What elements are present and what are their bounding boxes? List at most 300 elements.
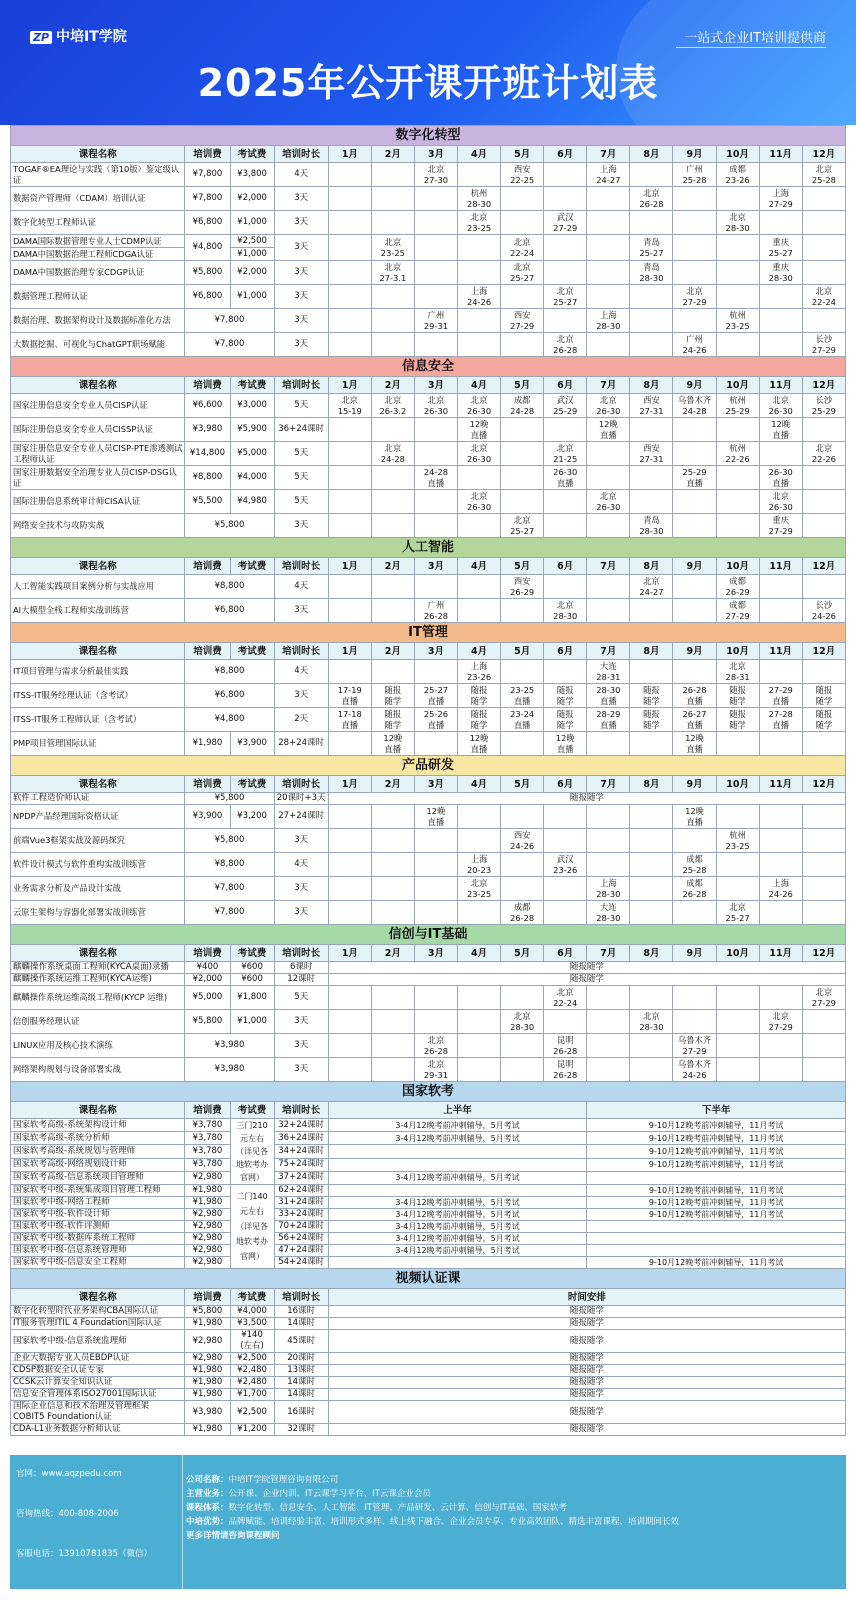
- month-cell: [716, 418, 759, 442]
- column-header: 11月: [759, 146, 802, 163]
- duration: 5天: [274, 394, 328, 418]
- month-cell: 北京 27-3.1: [371, 261, 414, 285]
- month-cell: [802, 1034, 845, 1058]
- month-cell: [759, 986, 802, 1010]
- month-cell: 26-30 直播: [759, 466, 802, 490]
- footer-website: 官网：www.aqzpedu.com: [16, 1469, 122, 1479]
- training-fee: ¥3,900: [185, 805, 230, 829]
- duration: 36+24课时: [274, 1132, 328, 1145]
- month-cell: 上海 24-26: [759, 877, 802, 901]
- month-cell: 杭州 25-29: [716, 394, 759, 418]
- course-name: 国家软考中级-系统集成项目管理工程师: [11, 1185, 185, 1197]
- month-cell: 北京 26-30: [587, 394, 630, 418]
- month-cell: [630, 466, 673, 490]
- duration: 28+24课时: [274, 732, 328, 756]
- duration: 54+24课时: [274, 1257, 328, 1269]
- course-name: 国际注册信息系统审计师CISA认证: [11, 490, 185, 514]
- month-cell: [759, 853, 802, 877]
- course-row: [11, 974, 846, 986]
- schedule-span: 随报随学: [328, 1401, 845, 1424]
- column-header: 3月: [414, 558, 457, 575]
- month-cell: [802, 901, 845, 925]
- month-cell: [673, 211, 716, 235]
- duration: 14课时: [274, 1318, 328, 1330]
- month-cell: 北京 25-27: [544, 285, 587, 309]
- duration: 36+24课时: [274, 418, 328, 442]
- month-cell: 北京 26-3.2: [371, 394, 414, 418]
- column-header: 1月: [328, 776, 371, 793]
- column-header: 9月: [673, 776, 716, 793]
- course-name: 国家软考中级-信息安全工程师: [11, 1257, 185, 1269]
- column-header: 3月: [414, 643, 457, 660]
- duration: 5天: [274, 466, 328, 490]
- course-row: [11, 986, 846, 1010]
- video-course-row: [11, 1318, 846, 1330]
- month-cell: [544, 514, 587, 538]
- training-fee: ¥2,980: [185, 1233, 230, 1245]
- column-header-row: [11, 776, 846, 793]
- column-header: 2月: [371, 377, 414, 394]
- column-header: 5月: [501, 643, 544, 660]
- course-name: 云原生架构与容器化部署实战训练营: [11, 901, 185, 925]
- duration: 3天: [274, 829, 328, 853]
- month-cell: 西安 22-25: [501, 163, 544, 187]
- second-half-schedule: 9-10月12晚考前冲刺辅导，11月考试: [587, 1197, 846, 1209]
- column-header: 4月: [458, 377, 501, 394]
- training-fee: ¥7,800: [185, 309, 274, 333]
- month-cell: 西安 26-29: [501, 575, 544, 599]
- month-cell: [371, 877, 414, 901]
- month-cell: [587, 235, 630, 261]
- month-cell: [371, 1058, 414, 1082]
- month-cell: [630, 309, 673, 333]
- month-cell: [371, 490, 414, 514]
- second-half-schedule: 9-10月12晚考前冲刺辅导，11月考试: [587, 1257, 846, 1269]
- month-cell: 成都 24-28: [501, 394, 544, 418]
- month-cell: 随报 随学: [458, 708, 501, 732]
- course-row: [11, 660, 846, 684]
- column-header: 5月: [501, 945, 544, 962]
- month-cell: [501, 877, 544, 901]
- training-fee: ¥6,800: [185, 599, 274, 623]
- training-fee: ¥5,800: [185, 514, 274, 538]
- month-cell: [587, 575, 630, 599]
- month-cell: [328, 163, 371, 187]
- course-row: [11, 333, 846, 357]
- month-cell: 杭州 22-26: [716, 442, 759, 466]
- month-cell: [328, 575, 371, 599]
- section-title-row: [11, 357, 846, 377]
- column-header: 9月: [673, 377, 716, 394]
- first-half-schedule: 3-4月12晚考前冲刺辅导，5月考试: [328, 1245, 587, 1257]
- training-fee: ¥4,800: [185, 235, 230, 261]
- duration: 6课时: [274, 962, 328, 974]
- duration: 20课时+3天: [274, 793, 328, 805]
- footer-contacts: [10, 1455, 183, 1589]
- exam-fee: ¥4,000: [230, 1306, 274, 1318]
- second-half-schedule: [587, 1171, 846, 1184]
- month-cell: [802, 853, 845, 877]
- column-header: 10月: [716, 643, 759, 660]
- month-cell: 北京 24-28: [371, 442, 414, 466]
- course-name: 软件工程造价师认证: [11, 793, 185, 805]
- column-header: 课程名称: [11, 776, 185, 793]
- course-name: 数据治理、数据架构设计及数据标准化方法: [11, 309, 185, 333]
- month-cell: [630, 732, 673, 756]
- month-cell: 武汉 23-26: [544, 853, 587, 877]
- month-cell: 北京 25-28: [802, 163, 845, 187]
- month-cell: 西安 27-31: [630, 442, 673, 466]
- month-cell: 上海 23-26: [458, 660, 501, 684]
- month-cell: [501, 490, 544, 514]
- training-fee: ¥1,980: [185, 732, 230, 756]
- course-name: 前端Vue3框架实战及源码探究: [11, 829, 185, 853]
- month-cell: 广州 26-28: [414, 599, 457, 623]
- course-row: [11, 309, 846, 333]
- duration: 45课时: [274, 1330, 328, 1353]
- month-cell: [802, 1010, 845, 1034]
- footer-advantage-line: 中培优势：品牌赋能、培训经验丰富、培训形式多样、线上线下融合、企业会员专享、专业高效团队、精选丰富课程、培训期间长效: [186, 1517, 680, 1527]
- training-fee: ¥3,780: [185, 1132, 230, 1145]
- month-cell: 武汉 27-29: [544, 211, 587, 235]
- column-header: 10月: [716, 146, 759, 163]
- first-half-schedule: 3-4月12晚考前冲刺辅导，5月考试: [328, 1197, 587, 1209]
- half-year-header: 下半年: [587, 1102, 846, 1119]
- training-fee: ¥5,800: [185, 793, 274, 805]
- month-cell: [414, 333, 457, 357]
- training-fee: ¥2,980: [185, 1209, 230, 1221]
- column-header: 4月: [458, 776, 501, 793]
- course-row: [11, 442, 846, 466]
- column-header-row: [11, 643, 846, 660]
- month-cell: 北京 23-25: [458, 877, 501, 901]
- first-half-schedule: 3-4月12晚考前冲刺辅导，5月考试: [328, 1221, 587, 1233]
- course-row: [11, 1034, 846, 1058]
- training-fee: ¥7,800: [185, 333, 274, 357]
- column-header: 4月: [458, 146, 501, 163]
- month-cell: 成都 23-26: [716, 163, 759, 187]
- month-cell: [501, 599, 544, 623]
- month-cell: 12晚 直播: [458, 732, 501, 756]
- month-cell: [759, 1034, 802, 1058]
- course-name: 国家软考中级-信息系统管理师: [11, 1245, 185, 1257]
- column-header: 课程名称: [11, 1289, 185, 1306]
- course-row: [11, 793, 846, 805]
- logo-text: 中培IT学院: [56, 29, 127, 45]
- month-cell: [630, 660, 673, 684]
- exam-fee: ¥600: [230, 962, 274, 974]
- duration: 3天: [274, 1034, 328, 1058]
- month-cell: [328, 261, 371, 285]
- column-header: 培训时长: [274, 1289, 328, 1306]
- month-cell: 北京 26-28: [630, 187, 673, 211]
- exam-fee: ¥140 (左右): [230, 1330, 274, 1353]
- course-row: [11, 466, 846, 490]
- column-header: 8月: [630, 643, 673, 660]
- footer-company-info: [186, 1473, 840, 1543]
- soft-exam-row: [11, 1209, 846, 1221]
- course-name: CDSP数据安全认证专家: [11, 1365, 185, 1377]
- month-cell: [328, 986, 371, 1010]
- section-title-row: [11, 1082, 846, 1102]
- first-half-schedule: 3-4月12晚考前冲刺辅导，5月考试: [328, 1171, 587, 1184]
- column-header: 6月: [544, 558, 587, 575]
- training-fee: ¥1,980: [185, 1424, 230, 1436]
- column-header: 2月: [371, 558, 414, 575]
- month-cell: [328, 309, 371, 333]
- course-row: [11, 514, 846, 538]
- column-header: 3月: [414, 377, 457, 394]
- exam-fee: ¥5,000: [230, 442, 274, 466]
- course-row: [11, 962, 846, 974]
- month-cell: [328, 1034, 371, 1058]
- soft-exam-row: [11, 1221, 846, 1233]
- month-cell: [371, 309, 414, 333]
- training-fee: ¥8,800: [185, 575, 274, 599]
- month-cell: 北京 25-27: [501, 261, 544, 285]
- exam-fee: ¥1,000: [230, 248, 274, 261]
- month-cell: 青岛 25-27: [630, 235, 673, 261]
- column-header: 培训时长: [274, 945, 328, 962]
- column-header: 考试费: [230, 643, 274, 660]
- month-cell: 成都 26-28: [673, 877, 716, 901]
- column-header: 课程名称: [11, 643, 185, 660]
- month-cell: [673, 660, 716, 684]
- month-cell: [716, 877, 759, 901]
- exam-fee: ¥3,800: [230, 163, 274, 187]
- course-name: 国家软考中级-数据库系统工程师: [11, 1233, 185, 1245]
- column-header: 8月: [630, 146, 673, 163]
- course-name: 国家软考高级-信息系统项目管理师: [11, 1171, 185, 1184]
- training-fee: ¥8,800: [185, 660, 274, 684]
- column-header: 2月: [371, 643, 414, 660]
- month-cell: [371, 575, 414, 599]
- duration: 16课时: [274, 1401, 328, 1424]
- course-name: 国家注册信息安全专业人员CISP-PTE渗透测试工程师认证: [11, 442, 185, 466]
- month-cell: 24-28 直播: [414, 466, 457, 490]
- duration: 3天: [274, 684, 328, 708]
- month-cell: [544, 490, 587, 514]
- section-title: 视频认证课: [11, 1269, 846, 1289]
- month-cell: 北京 28-30: [501, 1010, 544, 1034]
- month-cell: [501, 285, 544, 309]
- column-header: 培训费: [185, 1289, 230, 1306]
- month-cell: [501, 211, 544, 235]
- month-cell: 随报 随学: [371, 708, 414, 732]
- month-cell: 北京 22-24: [544, 986, 587, 1010]
- month-cell: 北京 24-27: [630, 575, 673, 599]
- training-fee: ¥2,980: [185, 1171, 230, 1184]
- month-cell: 12晚 直播: [587, 418, 630, 442]
- month-cell: [414, 187, 457, 211]
- month-cell: [414, 877, 457, 901]
- month-cell: [716, 235, 759, 261]
- column-header: 3月: [414, 776, 457, 793]
- month-cell: [759, 211, 802, 235]
- column-header: 7月: [587, 945, 630, 962]
- footer-phone: 客服电话：13910781835（微信）: [16, 1549, 152, 1559]
- schedule-span: 随报随学: [328, 1330, 845, 1353]
- duration: 14课时: [274, 1377, 328, 1389]
- month-cell: [328, 853, 371, 877]
- column-header: 4月: [458, 643, 501, 660]
- column-header: 7月: [587, 377, 630, 394]
- month-cell: 北京 26-30: [587, 490, 630, 514]
- video-course-row: [11, 1306, 846, 1318]
- month-cell: 北京 28-30: [630, 1010, 673, 1034]
- duration: 20课时: [274, 1353, 328, 1365]
- month-cell: [501, 732, 544, 756]
- month-cell: 北京 26-30: [414, 394, 457, 418]
- month-cell: [630, 986, 673, 1010]
- schedule-span: 随报随学: [328, 974, 845, 986]
- footer: [10, 1455, 846, 1589]
- section-title-row: [11, 623, 846, 643]
- schedule-span: 随报随学: [328, 1365, 845, 1377]
- month-cell: 上海 24-26: [458, 285, 501, 309]
- month-cell: 广州 29-31: [414, 309, 457, 333]
- month-cell: [414, 285, 457, 309]
- month-cell: [716, 805, 759, 829]
- column-header-row: [11, 945, 846, 962]
- section-title: 信息安全: [11, 357, 846, 377]
- course-name: DAMA中国数据治理工程师CDGA认证: [11, 248, 185, 261]
- month-cell: [414, 1010, 457, 1034]
- training-fee: ¥5,800: [185, 261, 230, 285]
- second-half-schedule: 9-10月12晚考前冲刺辅导，11月考试: [587, 1185, 846, 1197]
- course-row: [11, 829, 846, 853]
- month-cell: [716, 490, 759, 514]
- second-half-schedule: [587, 1233, 846, 1245]
- month-cell: 杭州 23-25: [716, 829, 759, 853]
- duration: 62+24课时: [274, 1185, 328, 1197]
- month-cell: [630, 853, 673, 877]
- month-cell: [759, 309, 802, 333]
- course-name: NPDP产品经理国际资格认证: [11, 805, 185, 829]
- month-cell: [458, 599, 501, 623]
- month-cell: 27-29 直播: [759, 684, 802, 708]
- month-cell: 上海 24-27: [587, 163, 630, 187]
- course-name: 网络安全技术与攻防实战: [11, 514, 185, 538]
- duration: 4天: [274, 660, 328, 684]
- month-cell: [759, 1058, 802, 1082]
- month-cell: 武汉 25-29: [544, 394, 587, 418]
- course-name: 国家软考中级-信息系统监理师: [11, 1330, 185, 1353]
- course-name: 数字化转型工程师认证: [11, 211, 185, 235]
- month-cell: 乌鲁木齐 24-26: [673, 1058, 716, 1082]
- month-cell: 长沙 25-29: [802, 394, 845, 418]
- column-header: 12月: [802, 643, 845, 660]
- month-cell: 北京 25-27: [501, 514, 544, 538]
- month-cell: 随报 随学: [802, 684, 845, 708]
- month-cell: [759, 829, 802, 853]
- column-header: 2月: [371, 146, 414, 163]
- month-cell: 乌鲁木齐 24-28: [673, 394, 716, 418]
- exam-fee: ¥1,800: [230, 986, 274, 1010]
- column-header: 11月: [759, 377, 802, 394]
- section-title: IT管理: [11, 623, 846, 643]
- month-cell: 北京 28-30: [544, 599, 587, 623]
- month-cell: [371, 514, 414, 538]
- month-cell: 上海 20-23: [458, 853, 501, 877]
- column-header: 考试费: [230, 377, 274, 394]
- column-header: 2月: [371, 945, 414, 962]
- month-cell: [414, 986, 457, 1010]
- column-header: 培训时长: [274, 643, 328, 660]
- duration: 3天: [274, 261, 328, 285]
- month-cell: [544, 1010, 587, 1034]
- month-cell: [458, 829, 501, 853]
- training-fee: ¥1,980: [185, 1318, 230, 1330]
- month-cell: [544, 235, 587, 261]
- schedule-table: [10, 125, 846, 1436]
- course-row: [11, 261, 846, 285]
- month-cell: [458, 309, 501, 333]
- column-header: 10月: [716, 776, 759, 793]
- month-cell: [544, 660, 587, 684]
- course-row: [11, 235, 846, 248]
- month-cell: 北京 22-24: [802, 285, 845, 309]
- month-cell: [673, 442, 716, 466]
- duration: 3天: [274, 235, 328, 261]
- training-fee: ¥2,980: [185, 1353, 230, 1365]
- course-name: 麒麟操作系统桌面工程师(KYCA桌面)录播: [11, 962, 185, 974]
- month-cell: [371, 660, 414, 684]
- duration: 33+24课时: [274, 1209, 328, 1221]
- column-header: 9月: [673, 146, 716, 163]
- training-fee: ¥6,800: [185, 285, 230, 309]
- month-cell: [673, 1010, 716, 1034]
- month-cell: [328, 1010, 371, 1034]
- month-cell: [544, 805, 587, 829]
- month-cell: 北京 21-25: [544, 442, 587, 466]
- month-cell: 随报 随学: [544, 708, 587, 732]
- month-cell: [802, 261, 845, 285]
- column-header-row: [11, 377, 846, 394]
- month-cell: [630, 490, 673, 514]
- column-header: 9月: [673, 558, 716, 575]
- column-header: 考试费: [230, 945, 274, 962]
- month-cell: [458, 261, 501, 285]
- course-name: TOGAF®EA理论与实践（第10版）鉴定级认证: [11, 163, 185, 187]
- month-cell: 杭州 23-25: [716, 309, 759, 333]
- course-row: [11, 418, 846, 442]
- exam-fee: ¥5,900: [230, 418, 274, 442]
- month-cell: 昆明 26-28: [544, 1058, 587, 1082]
- column-header: 8月: [630, 945, 673, 962]
- second-half-schedule: 9-10月12晚考前冲刺辅导，11月考试: [587, 1145, 846, 1158]
- video-course-row: [11, 1365, 846, 1377]
- month-cell: [587, 187, 630, 211]
- month-cell: 北京 23-25: [371, 235, 414, 261]
- section-title-row: [11, 538, 846, 558]
- section-title: 国家软考: [11, 1082, 846, 1102]
- month-cell: [802, 877, 845, 901]
- soft-exam-row: [11, 1257, 846, 1269]
- course-name: 国家软考高级-网络规划设计师: [11, 1158, 185, 1171]
- course-name: AI大模型全栈工程师实战训练营: [11, 599, 185, 623]
- month-cell: 重庆 28-30: [759, 261, 802, 285]
- exam-fee: ¥2,500: [230, 1353, 274, 1365]
- month-cell: [587, 805, 630, 829]
- month-cell: [501, 466, 544, 490]
- column-header: 8月: [630, 558, 673, 575]
- month-cell: 北京 27-29: [759, 1010, 802, 1034]
- month-cell: [673, 187, 716, 211]
- course-name: 国家软考高级-系统分析师: [11, 1132, 185, 1145]
- column-header: 12月: [802, 377, 845, 394]
- month-cell: [587, 829, 630, 853]
